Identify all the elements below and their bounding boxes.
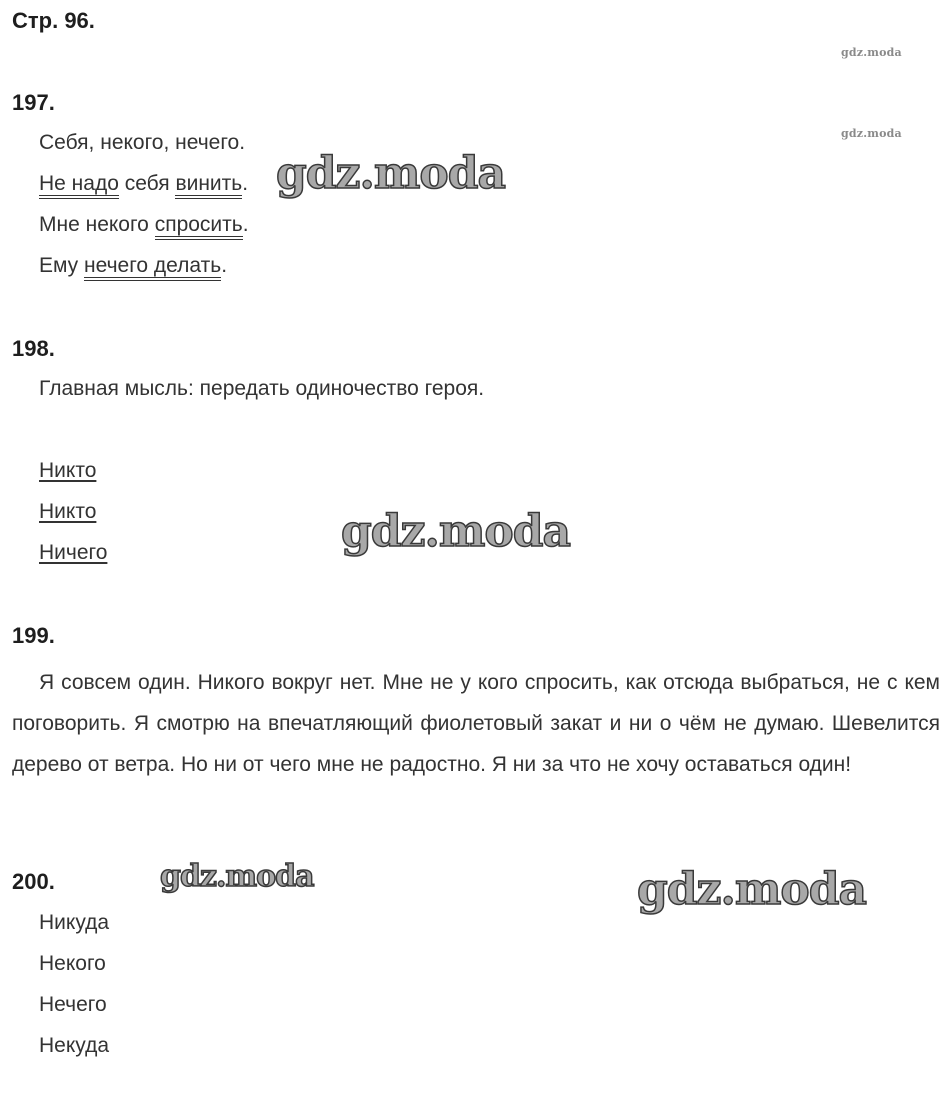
exercise-200-number: 200.: [12, 869, 55, 894]
word-sebya: себя: [118, 172, 176, 195]
period: .: [242, 213, 249, 236]
exercise-197-line-4: [39, 254, 227, 278]
watermark-large-1: gdz.moda: [276, 148, 506, 199]
exercise-197-line-2: [39, 172, 248, 196]
exercise-200-word-3: Нечего: [39, 993, 107, 1016]
exercise-198-word-1: Никто: [39, 459, 97, 482]
watermark-large-4: gdz.moda: [637, 864, 867, 915]
exercise-200-word-2: Некого: [39, 952, 106, 975]
word-emu: Ему: [39, 254, 85, 277]
exercise-200-word-4: Некуда: [39, 1034, 110, 1057]
watermark-small-second: gdz.moda: [841, 127, 902, 140]
exercise-198-word-2: Никто: [39, 500, 97, 523]
exercise-200-word-1: Никуда: [39, 911, 110, 934]
exercise-198-word-3: Ничего: [39, 541, 108, 564]
page-label: Стр. 96.: [12, 8, 95, 33]
exercise-199-text: Я совсем один. Никого вокруг нет. Мне не у кого спросить, как отсюда выбраться, не с кем поговорить. Я смотрю на впечатляющий фиолетовый закат и ни о чём не думаю. Шевелится дерево от ветра. Но ни от чего мне не радостно. Я ни за что не хочу оставаться один!: [12, 671, 940, 776]
predicate-vinit: винить: [175, 172, 242, 199]
predicate-nechego-delat: нечего делать: [84, 254, 221, 281]
words-mne-nekogo: Мне некого: [39, 213, 155, 236]
exercise-197-line-3: [39, 213, 249, 237]
exercise-199-number: 199.: [12, 623, 55, 648]
period: .: [221, 254, 228, 277]
period: .: [242, 172, 249, 195]
watermark-large-2: gdz.moda: [341, 506, 571, 557]
watermark-small-top: gdz.moda: [841, 46, 902, 59]
exercise-197-line-1: Себя, некого, нечего.: [39, 131, 246, 154]
predicate-ne-nado: Не надо: [39, 172, 119, 199]
exercise-198-number: 198.: [12, 336, 55, 361]
exercise-198-main-thought: Главная мысль: передать одиночество героя.: [39, 377, 485, 400]
exercise-197-number: 197.: [12, 90, 55, 115]
watermark-large-3: gdz.moda: [160, 859, 314, 894]
predicate-sprosit: спросить: [155, 213, 243, 240]
